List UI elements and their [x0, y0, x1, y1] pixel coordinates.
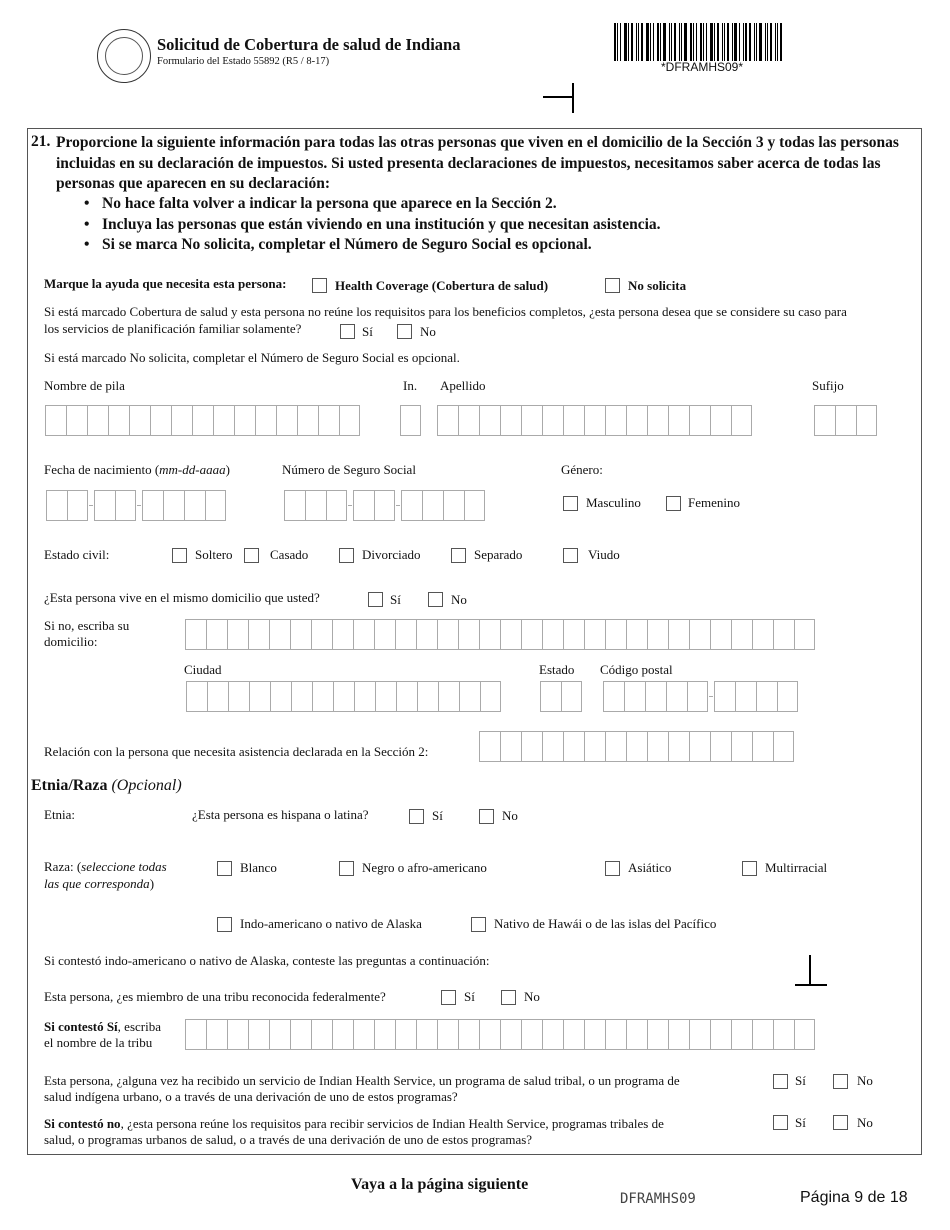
- race-label-line2: las que corresponda): [44, 876, 155, 891]
- health-coverage-label: Health Coverage (Cobertura de salud): [335, 278, 549, 293]
- form-code: DFRAMHS09: [620, 1191, 696, 1207]
- indiana-state-seal: [97, 29, 151, 83]
- tribe-name-label-line1: Si contestó Sí, escriba: [44, 1019, 161, 1034]
- same-address-no-checkbox[interactable]: [428, 592, 443, 607]
- race-white-label: Blanco: [240, 860, 277, 875]
- address-label-line2: domicilio:: [44, 634, 98, 649]
- hispanic-no-label: No: [502, 808, 518, 823]
- tribe-member-no-checkbox[interactable]: [501, 990, 516, 1005]
- hispanic-no-checkbox[interactable]: [479, 809, 494, 824]
- city-field[interactable]: [186, 681, 501, 712]
- ihs-eligible-question-line2: salud, o programas urbanos de salud, o a través de una derivación de uno de estos programas?: [44, 1132, 533, 1147]
- same-address-yes-label: Sí: [390, 592, 401, 607]
- dob-label: Fecha de nacimiento (mm-dd-aaaa): [44, 462, 230, 477]
- marital-single-checkbox[interactable]: [172, 548, 187, 563]
- bullet-item: • Incluya las personas que están viviendo en una institución y que necesitan asistencia.: [82, 215, 661, 236]
- marital-status-label: Estado civil:: [44, 547, 110, 562]
- relationship-field[interactable]: [479, 731, 794, 762]
- ihs-eligible-no-checkbox[interactable]: [833, 1115, 848, 1130]
- ethnicity-section-title: Etnia/Raza (Opcional): [31, 777, 182, 794]
- race-black-checkbox[interactable]: [339, 861, 354, 876]
- gender-female-checkbox[interactable]: [666, 496, 681, 511]
- ethnicity-label: Etnia:: [44, 807, 76, 822]
- next-page-instruction: Vaya a la página siguiente: [351, 1176, 529, 1193]
- family-planning-question-line2: los servicios de planificación familiar solamente?: [44, 321, 302, 336]
- ssn-label: Número de Seguro Social: [282, 462, 416, 477]
- hispanic-question: ¿Esta persona es hispana o latina?: [192, 807, 369, 822]
- tribe-member-yes-label: Sí: [464, 989, 475, 1004]
- ihs-yes-checkbox[interactable]: [773, 1074, 788, 1089]
- native-intro: Si contestó indo-americano o nativo de Alaska, conteste las preguntas a continuación:: [44, 953, 490, 968]
- race-multiracial-checkbox[interactable]: [742, 861, 757, 876]
- gender-male-checkbox[interactable]: [563, 496, 578, 511]
- question-number: 21.: [31, 133, 51, 150]
- registration-mark-top: [540, 83, 580, 115]
- dob-field[interactable]: [46, 490, 226, 521]
- same-address-yes-checkbox[interactable]: [368, 592, 383, 607]
- no-request-checkbox[interactable]: [605, 278, 620, 293]
- race-asian-checkbox[interactable]: [605, 861, 620, 876]
- zip-field[interactable]: [603, 681, 798, 712]
- ihs-eligible-question-line1: Si contestó no, ¿esta persona reúne los requisitos para recibir servicios de Indian Health Service, programas tribales de: [44, 1116, 664, 1131]
- form-title: Solicitud de Cobertura de salud de Indiana: [157, 35, 461, 54]
- ihs-yes-label: Sí: [795, 1073, 806, 1088]
- gender-label: Género:: [561, 462, 603, 477]
- marital-married-label: Casado: [270, 547, 309, 562]
- last-name-label: Apellido: [440, 378, 486, 393]
- tribe-name-field[interactable]: [185, 1019, 815, 1050]
- ihs-no-label: No: [857, 1073, 873, 1088]
- bullet-item: • No hace falta volver a indicar la persona que aparece en la Sección 2.: [82, 194, 661, 215]
- ssn-field[interactable]: [284, 490, 485, 521]
- ihs-eligible-yes-label: Sí: [795, 1115, 806, 1130]
- state-field[interactable]: [540, 681, 582, 712]
- health-coverage-checkbox[interactable]: [312, 278, 327, 293]
- help-label: Marque la ayuda que necesita esta persona:: [44, 276, 287, 291]
- no-request-label: No solicita: [628, 278, 687, 293]
- race-multiracial-label: Multirracial: [765, 860, 828, 875]
- suffix-field[interactable]: [814, 405, 877, 436]
- marital-widowed-checkbox[interactable]: [563, 548, 578, 563]
- tribe-name-label-line2: el nombre de la tribu: [44, 1035, 153, 1050]
- hispanic-yes-checkbox[interactable]: [409, 809, 424, 824]
- first-name-field[interactable]: [45, 405, 360, 436]
- race-native-american-checkbox[interactable]: [217, 917, 232, 932]
- marital-divorced-checkbox[interactable]: [339, 548, 354, 563]
- tribe-member-no-label: No: [524, 989, 540, 1004]
- ihs-question-line1: Esta persona, ¿alguna vez ha recibido un servicio de Indian Health Service, un programa de salud tribal, o un programa de: [44, 1073, 680, 1088]
- marital-separated-checkbox[interactable]: [451, 548, 466, 563]
- ihs-eligible-no-label: No: [857, 1115, 873, 1130]
- race-black-label: Negro o afro-americano: [362, 860, 487, 875]
- page-number: Página 9 de 18: [800, 1189, 908, 1206]
- same-address-no-label: No: [451, 592, 467, 607]
- tribe-member-yes-checkbox[interactable]: [441, 990, 456, 1005]
- family-planning-yes-label: Sí: [362, 324, 373, 339]
- barcode-text: *DFRAMHS09*: [660, 60, 744, 74]
- race-white-checkbox[interactable]: [217, 861, 232, 876]
- hispanic-yes-label: Sí: [432, 808, 443, 823]
- race-asian-label: Asiático: [628, 860, 672, 875]
- marital-divorced-label: Divorciado: [362, 547, 421, 562]
- form-subtitle: Formulario del Estado 55892 (R5 / 8-17): [157, 56, 330, 67]
- family-planning-question-line1: Si está marcado Cobertura de salud y esta persona no reúne los requisitos para los beneficios completos, ¿esta persona desea que se considere su caso para: [44, 304, 847, 319]
- bullet-item: • Si se marca No solicita, completar el Número de Seguro Social es opcional.: [82, 235, 661, 256]
- ssn-note: Si está marcado No solicita, completar el Número de Seguro Social es opcional.: [44, 350, 460, 365]
- marital-married-checkbox[interactable]: [244, 548, 259, 563]
- question-bullets: [82, 194, 661, 256]
- race-pacific-islander-label: Nativo de Hawái o de las islas del Pacífico: [494, 916, 717, 931]
- suffix-label: Sufijo: [812, 378, 844, 393]
- state-label: Estado: [539, 662, 575, 677]
- last-name-field[interactable]: [437, 405, 752, 436]
- family-planning-yes-checkbox[interactable]: [340, 324, 355, 339]
- zip-label: Código postal: [600, 662, 673, 677]
- street-address-field[interactable]: [185, 619, 815, 650]
- ihs-no-checkbox[interactable]: [833, 1074, 848, 1089]
- question-text: Proporcione la siguiente información para todas las otras personas que viven en el domicilio de la Sección 3 y todas las personas incluidas en su declaración de impuestos. Si usted presenta declaraciones de impuestos, necesitamos saber acerca de todas las personas que aparecen en su declaración:: [56, 134, 899, 192]
- relationship-label: Relación con la persona que necesita asistencia declarada en la Sección 2:: [44, 744, 429, 759]
- tribe-member-question: Esta persona, ¿es miembro de una tribu reconocida federalmente?: [44, 989, 386, 1004]
- same-address-question: ¿Esta persona vive en el mismo domicilio que usted?: [44, 590, 320, 605]
- middle-initial-field[interactable]: [400, 405, 421, 436]
- marital-widowed-label: Viudo: [588, 547, 620, 562]
- ihs-question-line2: salud indígena urbano, o a través de una derivación de uno de estos programas?: [44, 1089, 458, 1104]
- family-planning-no-checkbox[interactable]: [397, 324, 412, 339]
- race-native-american-label: Indo-americano o nativo de Alaska: [240, 916, 422, 931]
- family-planning-no-label: No: [420, 324, 436, 339]
- first-name-label: Nombre de pila: [44, 378, 125, 393]
- race-pacific-islander-checkbox[interactable]: [471, 917, 486, 932]
- barcode: [614, 23, 790, 61]
- gender-female-label: Femenino: [688, 495, 740, 510]
- gender-male-label: Masculino: [586, 495, 641, 510]
- ihs-eligible-yes-checkbox[interactable]: [773, 1115, 788, 1130]
- marital-separated-label: Separado: [474, 547, 523, 562]
- middle-initial-label: In.: [403, 378, 418, 393]
- marital-single-label: Soltero: [195, 547, 233, 562]
- city-label: Ciudad: [184, 662, 222, 677]
- race-label-line1: Raza: (seleccione todas: [44, 859, 167, 874]
- address-label-line1: Si no, escriba su: [44, 618, 130, 633]
